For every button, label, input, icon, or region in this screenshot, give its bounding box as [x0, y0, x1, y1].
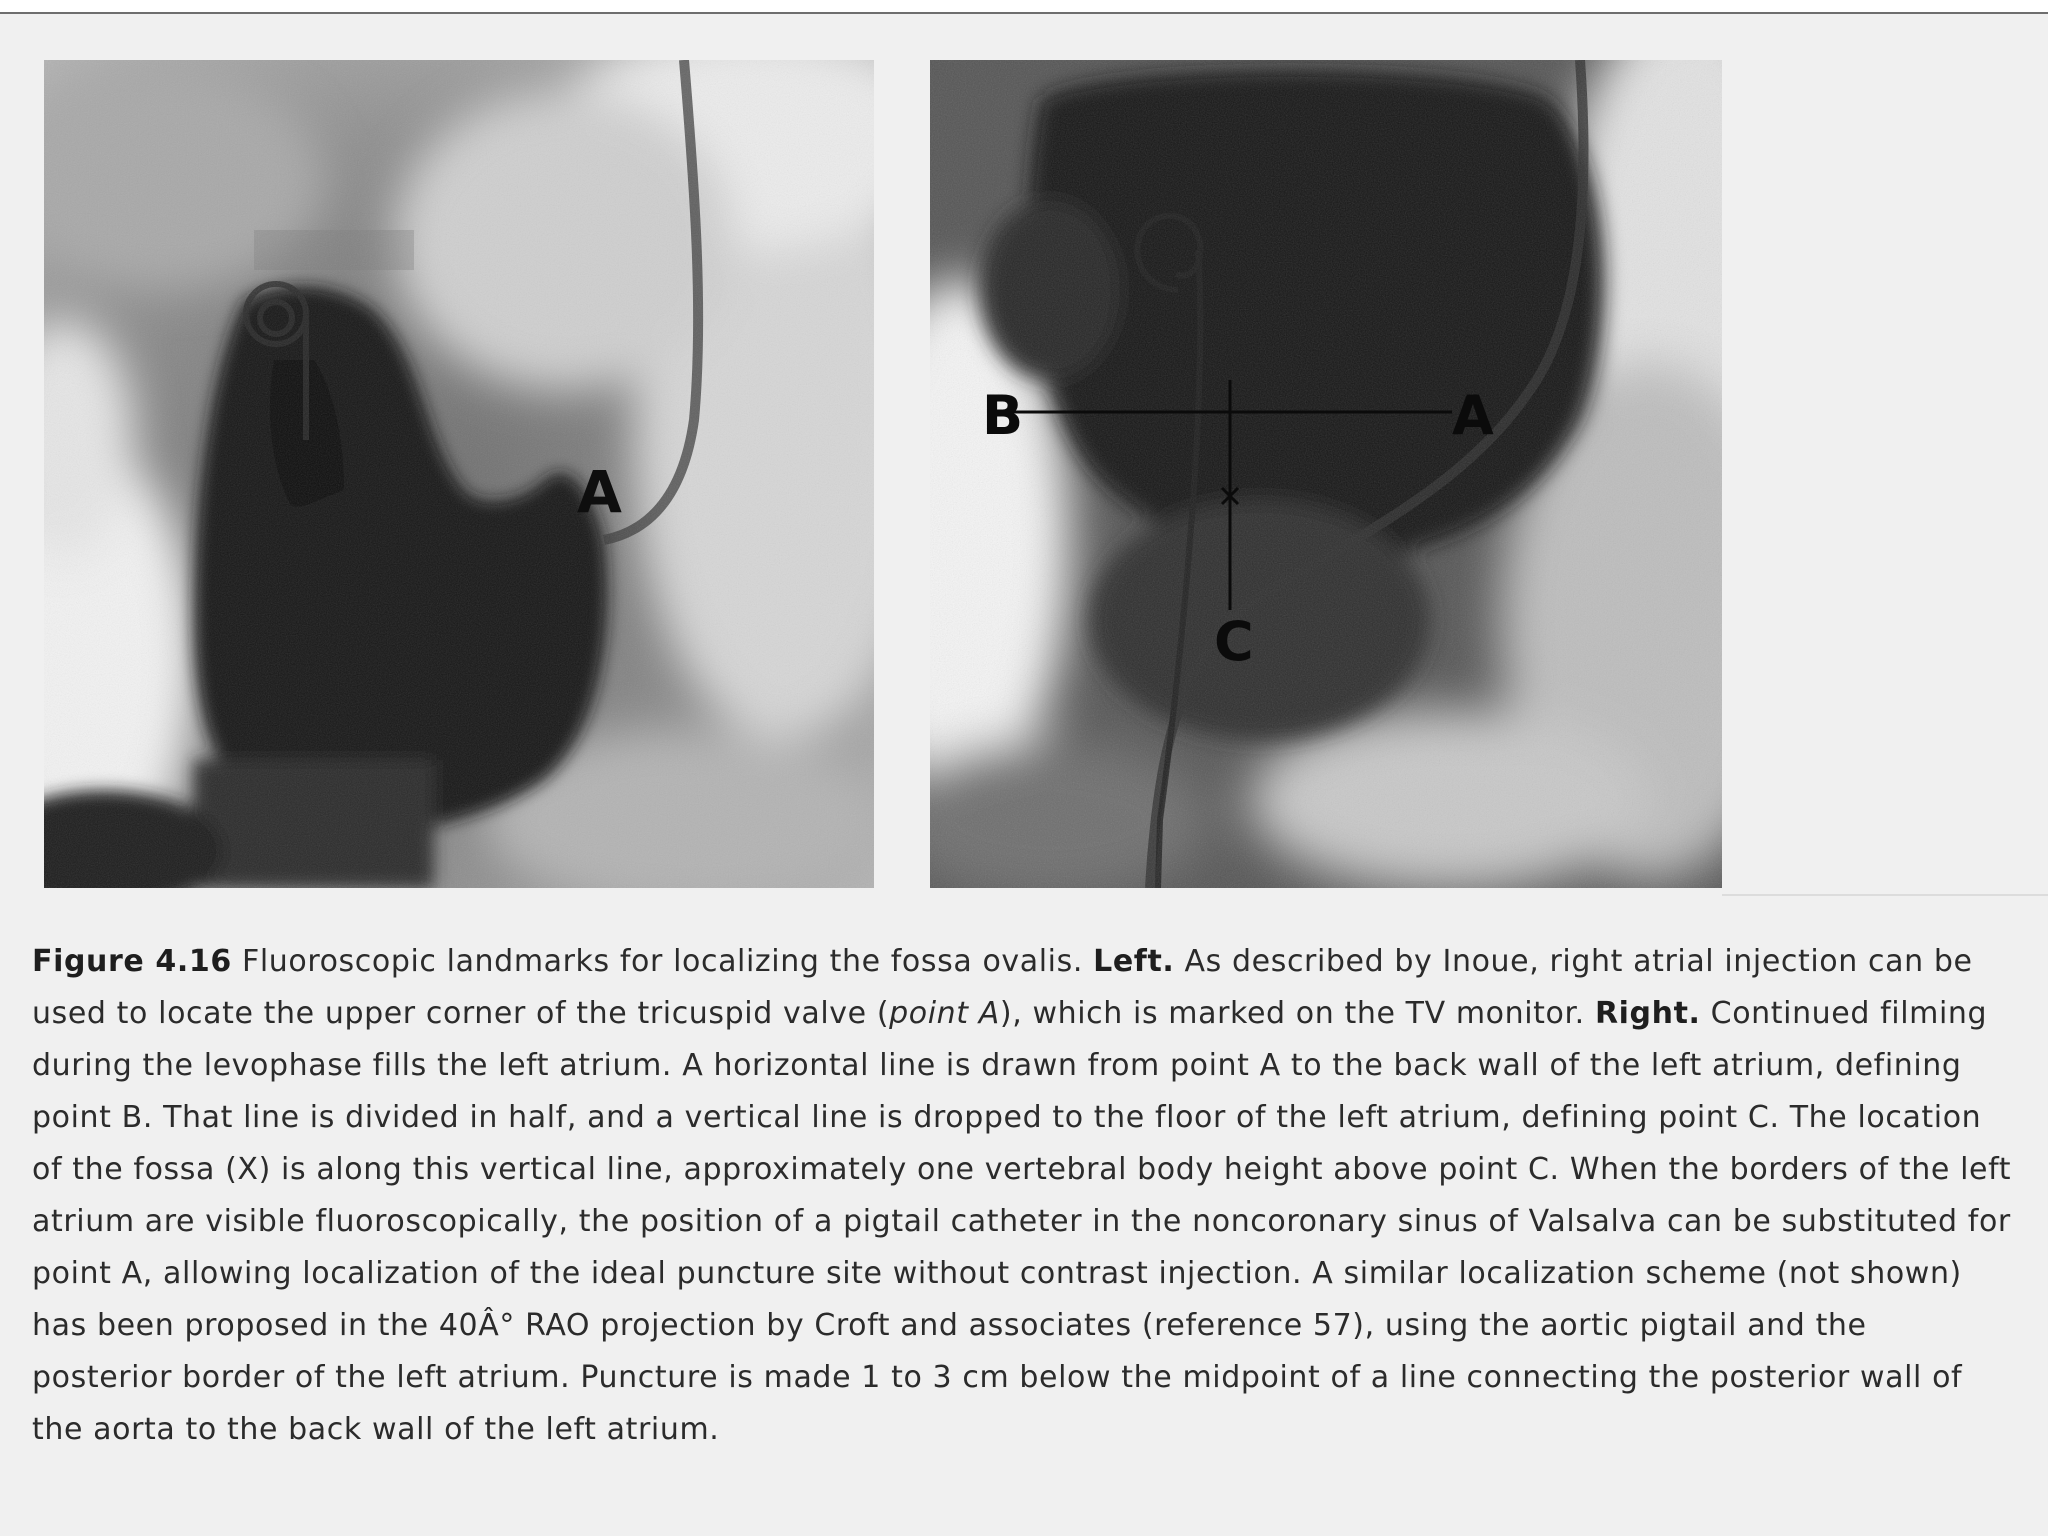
- top-border: [0, 0, 2048, 14]
- caption-right-label: Right.: [1594, 996, 1701, 1031]
- caption-text-2: As described by Inoue, right atrial injection can be used to locate the upper corner of the tricuspid valve (: [32, 944, 1973, 1031]
- caption-left-label: Left.: [1093, 944, 1175, 979]
- right-point-b-label: B: [982, 384, 1024, 447]
- left-fluoroscopy-image: [44, 60, 874, 888]
- figure-panel: [0, 14, 2048, 1536]
- left-fluoroscopy-drawing: [44, 60, 874, 888]
- right-point-c-label: C: [1214, 610, 1254, 673]
- figure-caption: [32, 936, 2012, 1456]
- right-fluoroscopy-image: [930, 60, 1722, 888]
- caption-point-a: point A: [889, 996, 1000, 1031]
- right-fluoroscopy-drawing: [930, 60, 1722, 888]
- figure-number: Figure 4.16: [32, 944, 232, 979]
- caption-text-3: ), which is marked on the TV monitor.: [999, 996, 1595, 1031]
- divider-line: [1722, 894, 2048, 896]
- caption-text-1: Fluoroscopic landmarks for localizing the fossa ovalis.: [231, 944, 1094, 979]
- left-point-a-label: A: [577, 458, 622, 526]
- caption-text-4: Continued filming during the levophase fills the left atrium. A horizontal line is drawn from point A to the back wall of the left atrium, defining point B. That line is divided in half, and a vertical line is dropped to the floor of the left atrium, defining point C. The location of the fossa (X) is along this vertical line, approximately one vertebral body height above point C. When the borders of the left atrium are visible fluoroscopically, the position of a pigtail catheter in the noncoronary sinus of Valsalva can be substituted for point A, allowing localization of the ideal puncture site without contrast injection. A similar localization scheme (not shown) has been proposed in the 40Â° RAO projection by Croft and associates (reference 57), using the aortic pigtail and the posterior border of the left atrium. Puncture is made 1 to 3 cm below the midpoint of a line connecting the posterior wall of the aorta to the back wall of the left atrium.: [32, 996, 2012, 1447]
- right-point-a-label: A: [1452, 384, 1494, 447]
